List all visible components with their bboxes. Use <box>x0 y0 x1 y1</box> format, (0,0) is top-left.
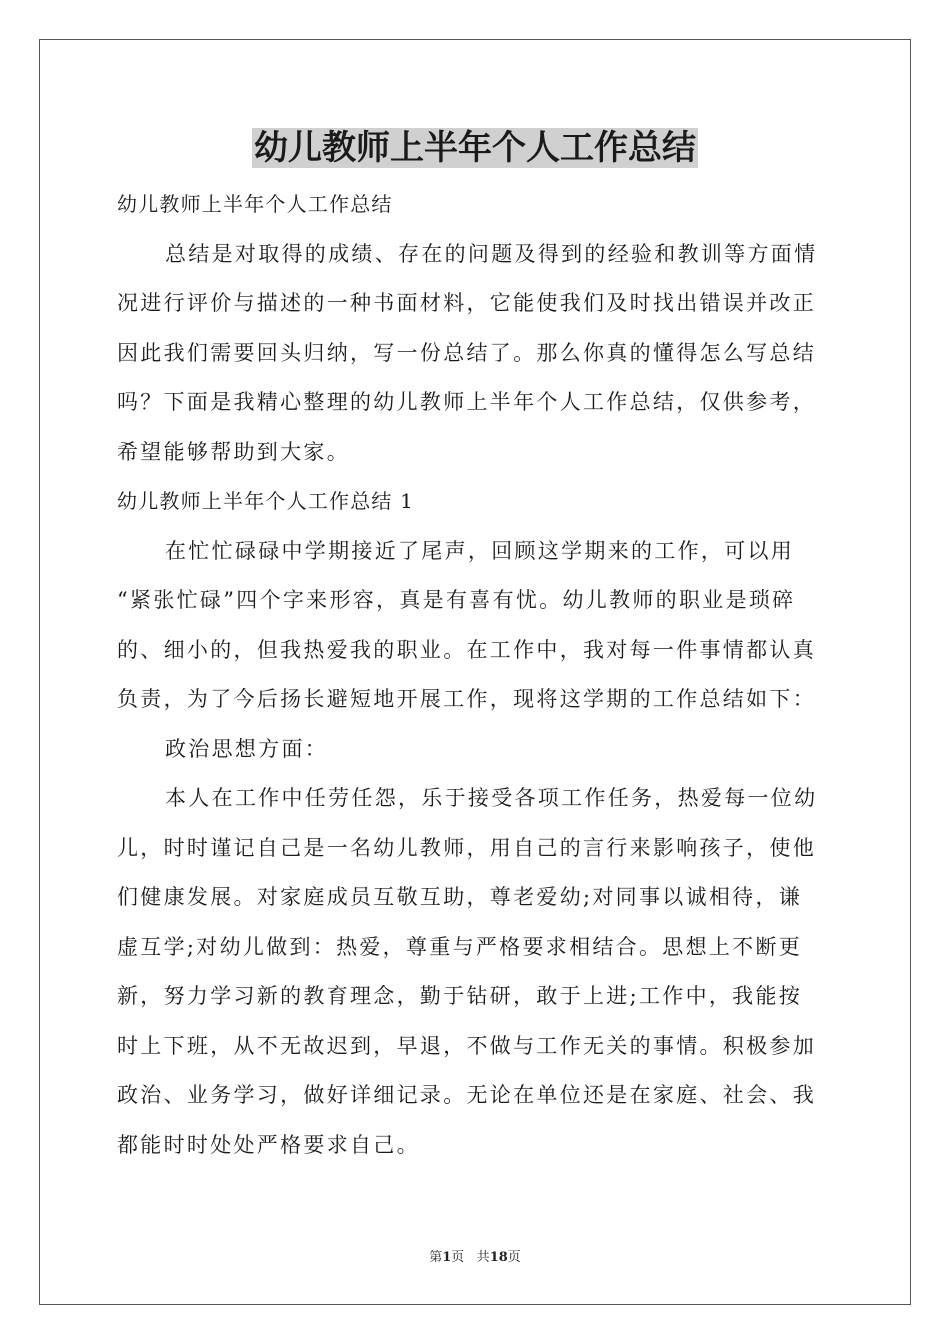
total-label-prefix: 共 <box>476 1250 490 1265</box>
text-line: 政治思想方面： <box>165 736 329 761</box>
text-line: 政治、业务学习，做好详细记录。无论在单位还是在家庭、社会、我 <box>117 1083 816 1107</box>
text-line: 时上下班，从不无故迟到，早退，不做与工作无关的事情。积极参加 <box>117 1033 816 1058</box>
text-line: 吗？下面是我精心整理的幼儿教师上半年个人工作总结，仅供参考， <box>117 390 816 414</box>
text-line: 本人在工作中任劳任怨，乐于接受各项工作任务，热爱每一位幼 <box>165 786 818 810</box>
page-footer <box>0 1246 950 1265</box>
text-line: 都能时时处处严格要求自己。 <box>117 1132 420 1157</box>
text-line: 虚互学;对幼儿做到：热爱，尊重与严格要求相结合。思想上不断更 <box>117 934 803 959</box>
document-title-text: 幼儿教师上半年个人工作总结 <box>254 128 696 168</box>
text-line: 儿，时时谨记自己是一名幼儿教师，用自己的言行来影响孩子，使他 <box>117 835 816 860</box>
text-line: 们健康发展。对家庭成员互敬互助，尊老爱幼;对同事以诚相待，谦 <box>117 885 803 909</box>
text-line: 希望能够帮助到大家。 <box>117 439 350 464</box>
page-label-prefix: 第 <box>429 1250 443 1265</box>
total-label-suffix: 页 <box>507 1250 521 1265</box>
section-heading: 幼儿教师上半年个人工作总结 1 <box>117 489 415 513</box>
text-line: 负责，为了今后扬长避短地开展工作，现将这学期的工作总结如下： <box>117 687 816 711</box>
text-line: “紧张忙碌”四个字来形容，真是有喜有忧。幼儿教师的职业是琐碎 <box>117 588 796 612</box>
text-line: 的、细小的，但我热爱我的职业。在工作中，我对每一件事情都认真 <box>117 637 816 662</box>
document-body <box>117 180 833 1170</box>
text-line: 在忙忙碌碌中学期接近了尾声，回顾这学期来的工作，可以用 <box>165 538 795 563</box>
text-line: 总结是对取得的成绩、存在的问题及得到的经验和教训等方面情 <box>165 241 818 266</box>
document-title <box>0 124 950 172</box>
page-label-suffix: 页 <box>451 1250 465 1265</box>
total-pages: 18 <box>489 1250 508 1265</box>
text-line: 况进行评价与描述的一种书面材料，它能使我们及时找出错误并改正 <box>117 291 816 315</box>
section-heading: 幼儿教师上半年个人工作总结 <box>117 192 393 216</box>
page-number: 1 <box>442 1250 452 1265</box>
text-line: 新，努力学习新的教育理念，勤于钻研，敢于上进;工作中，我能按 <box>117 984 803 1008</box>
text-line: 因此我们需要回头归纳，写一份总结了。那么你真的懂得怎么写总结 <box>117 340 816 365</box>
